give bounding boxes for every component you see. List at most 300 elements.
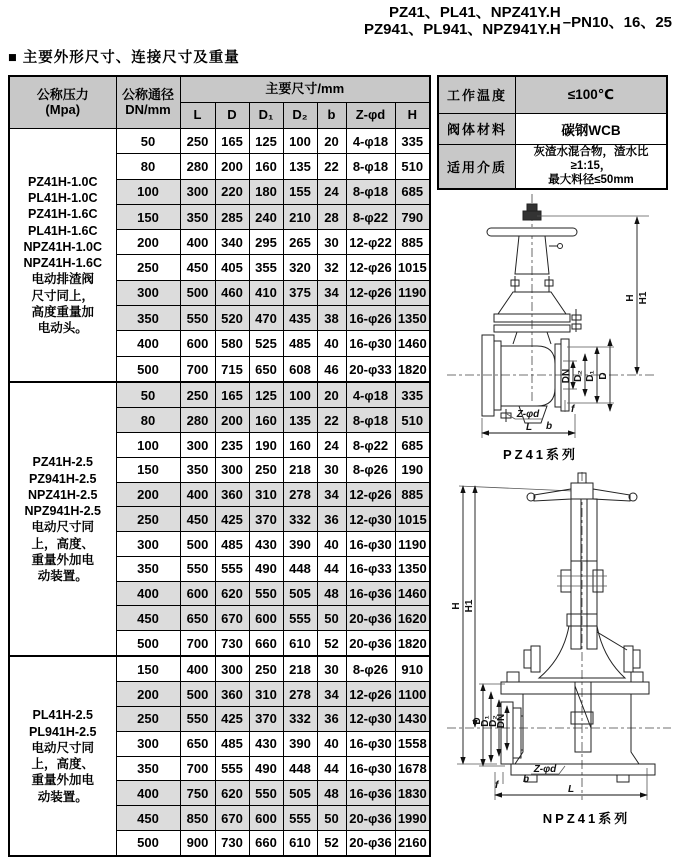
dim-cell: 1190 [395, 532, 430, 557]
dim-cell: 235 [215, 433, 249, 458]
dn-cell: 80 [116, 408, 180, 433]
dim-cell: 190 [395, 457, 430, 482]
dn-cell: 200 [116, 682, 180, 707]
dim-cell: 320 [283, 255, 317, 280]
dim-cell: 52 [317, 830, 346, 856]
dim-cell: 685 [395, 433, 430, 458]
dim-cell: 600 [249, 806, 283, 831]
dim-cell: 250 [180, 382, 215, 408]
dim-cell: 360 [215, 682, 249, 707]
dim-cell: 4-φ18 [346, 129, 395, 154]
dim-cell: 160 [249, 408, 283, 433]
dim-cell: 332 [283, 507, 317, 532]
dim-cell: 350 [180, 204, 215, 229]
dim-cell: 40 [317, 331, 346, 356]
diagram-caption: NPZ41系列 [542, 811, 631, 826]
dim-cell: 600 [180, 331, 215, 356]
zd-label: Z-φd [533, 764, 557, 775]
dim-cell: 510 [395, 154, 430, 179]
dim-cell: 650 [180, 731, 215, 756]
dim-cell: 300 [180, 433, 215, 458]
dim-cell: 46 [317, 356, 346, 382]
stem-coupling-right [593, 570, 603, 592]
d2-label: D₂ [573, 370, 584, 382]
dim-cell: 12-φ30 [346, 507, 395, 532]
dim-cell: 310 [249, 682, 283, 707]
dim-cell: 52 [317, 631, 346, 657]
dim-cell: 490 [249, 756, 283, 781]
dim-cell: 670 [215, 806, 249, 831]
dim-cell: 650 [180, 606, 215, 631]
dim-cell: 500 [180, 532, 215, 557]
side-flange-left-plate [524, 650, 531, 668]
dn-cell: 400 [116, 581, 180, 606]
pressure-header-line1: 公称压力 [36, 86, 89, 102]
plate-bolt-left [507, 672, 519, 682]
dim-cell: 430 [249, 731, 283, 756]
info-table [437, 75, 668, 190]
section-title: ■ 主要外形尺寸、连接尺寸及重量 [8, 50, 240, 66]
model-header [364, 4, 672, 39]
dn-header-line1: 公称通径 [121, 86, 174, 102]
col-header-D: D [215, 103, 249, 129]
dim-cell: 550 [249, 781, 283, 806]
stem-coupling-left [561, 570, 571, 592]
info-value-medium [516, 144, 668, 189]
dim-cell: 405 [215, 255, 249, 280]
dim-cell: 350 [180, 457, 215, 482]
dn-cell: 150 [116, 204, 180, 229]
table-row [438, 113, 667, 144]
dim-cell: 410 [249, 280, 283, 305]
col-header-b: b [317, 103, 346, 129]
dim-cell: 355 [249, 255, 283, 280]
valve-drawing-npz41 [437, 466, 676, 827]
dim-cell: 1558 [395, 731, 430, 756]
dn-cell: 150 [116, 457, 180, 482]
dn-header-line2: DN/mm [125, 101, 171, 117]
dim-cell: 135 [283, 154, 317, 179]
dim-cell: 16-φ26 [346, 306, 395, 331]
dim-cell: 200 [215, 154, 249, 179]
dn-cell: 400 [116, 331, 180, 356]
dim-cell: 12-φ26 [346, 255, 395, 280]
dim-cell: 910 [395, 656, 430, 682]
dim-cell: 218 [283, 656, 317, 682]
dim-cell: 375 [283, 280, 317, 305]
dim-cell: 450 [180, 507, 215, 532]
inlet-flange-plate [494, 341, 501, 410]
dim-cell: 555 [283, 806, 317, 831]
dn-cell: 350 [116, 556, 180, 581]
dn-cell: 300 [116, 280, 180, 305]
l-label: L [525, 422, 533, 433]
dim-cell: 750 [180, 781, 215, 806]
info-label-temperature: 工作温度 [438, 76, 516, 113]
handwheel-arm-right [593, 489, 630, 501]
brace-pipe [597, 632, 627, 650]
table-row [9, 656, 430, 682]
dn-cell: 400 [116, 781, 180, 806]
dn-cell: 100 [116, 179, 180, 204]
dim-cell: 555 [215, 556, 249, 581]
dim-cell: 250 [180, 129, 215, 154]
info-label-medium: 适用介质 [438, 144, 516, 189]
diagram-caption: PZ41系列 [502, 447, 579, 462]
side-flange-left [531, 646, 540, 672]
dim-cell: 34 [317, 682, 346, 707]
dim-cell: 600 [249, 606, 283, 631]
dim-cell: 44 [317, 756, 346, 781]
plate-bolt-right [631, 672, 643, 682]
dim-cell: 335 [395, 382, 430, 408]
dim-cell: 24 [317, 433, 346, 458]
base-plate [511, 764, 655, 775]
dim-cell: 265 [283, 230, 317, 255]
dn-cell: 350 [116, 306, 180, 331]
dim-cell: 425 [215, 707, 249, 732]
inlet-flange [482, 335, 494, 416]
dn-cell: 50 [116, 129, 180, 154]
dim-cell: 20 [317, 382, 346, 408]
dim-cell: 22 [317, 154, 346, 179]
dim-cell: 500 [180, 682, 215, 707]
dim-cell: 550 [180, 707, 215, 732]
dim-cell: 550 [249, 581, 283, 606]
stem-nut [527, 204, 537, 211]
dim-cell: 490 [249, 556, 283, 581]
dim-cell: 40 [317, 731, 346, 756]
dim-cell: 285 [215, 204, 249, 229]
dim-cell: 700 [180, 756, 215, 781]
table-row [438, 76, 667, 113]
dim-cell: 38 [317, 306, 346, 331]
model-line-1: PZ41、PL41、NPZ41Y.H [389, 4, 561, 21]
info-value-medium-line1: 灰渣水混合物，渣水比≥1:15， [533, 145, 649, 172]
dim-cell: 16-φ30 [346, 731, 395, 756]
dim-cell: 790 [395, 204, 430, 229]
pressure-group-label: PZ41H-1.0C PL41H-1.0C PZ41H-1.6C PL41H-1.6C NPZ41H-1.0C NPZ41H-1.6C 电动排渣阀 尺寸同上， 高度重量加 电动头。 [9, 129, 116, 383]
dim-cell: 180 [249, 179, 283, 204]
dim-cell: 1190 [395, 280, 430, 305]
dim-cell: 12-φ30 [346, 707, 395, 732]
info-value-body-material: 碳钢WCB [516, 113, 668, 144]
inlet-flange-plate [513, 708, 521, 758]
dim-cell: 550 [180, 306, 215, 331]
dim-cell: 32 [317, 255, 346, 280]
dim-cell: 1678 [395, 756, 430, 781]
dim-cell: 250 [249, 656, 283, 682]
dn-cell: 250 [116, 255, 180, 280]
dim-cell: 332 [283, 707, 317, 732]
dn-cell: 500 [116, 356, 180, 382]
dn-cell: 250 [116, 707, 180, 732]
model-line-2: PZ941、PL941、NPZ941Y.H [364, 21, 561, 39]
dim-cell: 30 [317, 457, 346, 482]
dim-cell: 280 [180, 408, 215, 433]
zd-leader [559, 766, 565, 774]
col-header-pressure [9, 76, 116, 129]
handwheel-hub [571, 483, 593, 499]
dim-cell: 40 [317, 532, 346, 557]
neck-right [547, 332, 551, 344]
dim-cell: 8-φ26 [346, 457, 395, 482]
dim-cell: 390 [283, 731, 317, 756]
dim-cell: 8-φ26 [346, 656, 395, 682]
dim-cell: 550 [180, 556, 215, 581]
dim-cell: 300 [215, 457, 249, 482]
dim-cell: 620 [215, 581, 249, 606]
dn-cell: 500 [116, 830, 180, 856]
dimension-table [8, 75, 431, 857]
dim-cell: 485 [215, 532, 249, 557]
dim-cell: 700 [180, 356, 215, 382]
dim-cell: 660 [249, 830, 283, 856]
dim-cell: 8-φ18 [346, 179, 395, 204]
info-value-temperature: ≤100℃ [516, 76, 668, 113]
dim-cell: 400 [180, 230, 215, 255]
dim-cell: 608 [283, 356, 317, 382]
dim-cell: 16-φ33 [346, 556, 395, 581]
dim-cell: 435 [283, 306, 317, 331]
dim-cell: 8-φ22 [346, 433, 395, 458]
dn-cell: 100 [116, 433, 180, 458]
f-label: f [571, 404, 575, 415]
dim-cell: 360 [215, 482, 249, 507]
h1-label: H1 [638, 291, 649, 305]
dim-cell: 12-φ22 [346, 230, 395, 255]
dim-cell: 610 [283, 631, 317, 657]
info-label-body-material: 阀体材料 [438, 113, 516, 144]
dim-cell: 2160 [395, 830, 430, 856]
dn-cell: 250 [116, 507, 180, 532]
dim-cell: 22 [317, 408, 346, 433]
table-row [9, 129, 430, 154]
dim-cell: 900 [180, 830, 215, 856]
dim-cell: 295 [249, 230, 283, 255]
d1-label: D₁ [585, 370, 596, 382]
valve-body [501, 346, 555, 406]
handwheel-hub [523, 211, 541, 220]
col-header-dn [116, 76, 180, 129]
dim-cell: 610 [283, 830, 317, 856]
dn-cell: 450 [116, 606, 180, 631]
dim-cell: 4-φ18 [346, 382, 395, 408]
dn-cell: 300 [116, 731, 180, 756]
dim-cell: 425 [215, 507, 249, 532]
dn-cell: 500 [116, 631, 180, 657]
dim-cell: 885 [395, 230, 430, 255]
dim-cell: 1830 [395, 781, 430, 806]
dim-cell: 36 [317, 707, 346, 732]
dn-cell: 150 [116, 656, 180, 682]
dim-cell: 885 [395, 482, 430, 507]
pz41-drawing [437, 186, 676, 442]
side-flange-right [624, 646, 633, 672]
d1-label: D₁ [480, 715, 491, 727]
dim-cell: 400 [180, 656, 215, 682]
dim-cell: 50 [317, 806, 346, 831]
dim-cell: 1620 [395, 606, 430, 631]
dim-cell: 300 [215, 656, 249, 682]
model-lines [364, 4, 561, 39]
dn-cell: 80 [116, 154, 180, 179]
dim-cell: 500 [180, 280, 215, 305]
dim-cell: 20-φ36 [346, 806, 395, 831]
dim-cell: 370 [249, 507, 283, 532]
dim-cell: 20 [317, 129, 346, 154]
dn-cell: 200 [116, 230, 180, 255]
pressure-header-line2: (Mpa) [45, 101, 81, 117]
dim-cell: 505 [283, 581, 317, 606]
dim-cell: 135 [283, 408, 317, 433]
dim-cell: 555 [215, 756, 249, 781]
h-label: H [625, 294, 636, 302]
l-label: L [567, 784, 575, 795]
col-header-D2: D₂ [283, 103, 317, 129]
col-header-main-dims: 主要尺寸/mm [180, 76, 430, 103]
col-header-Zd: Z-φd [346, 103, 395, 129]
dim-cell: 218 [283, 457, 317, 482]
pressure-group-label: PZ41H-2.5 PZ941H-2.5 NPZ41H-2.5 NPZ941H-2.5 电动尺寸同 上，高度、 重量外加电 动装置。 [9, 382, 116, 656]
dim-cell: 36 [317, 507, 346, 532]
info-value-medium-line2: 最大料径≤50mm [548, 174, 634, 187]
dn-cell: 300 [116, 532, 180, 557]
dim-cell: 125 [249, 129, 283, 154]
dim-cell: 44 [317, 556, 346, 581]
dim-cell: 300 [180, 179, 215, 204]
valve-drawing-pz41 [437, 186, 676, 463]
dim-cell: 16-φ30 [346, 756, 395, 781]
dim-cell: 700 [180, 631, 215, 657]
dim-cell: 448 [283, 756, 317, 781]
dim-cell: 1430 [395, 707, 430, 732]
dn-cell: 200 [116, 482, 180, 507]
dim-cell: 12-φ26 [346, 280, 395, 305]
dim-cell: 160 [283, 433, 317, 458]
dim-cell: 24 [317, 179, 346, 204]
dim-cell: 200 [215, 408, 249, 433]
dim-cell: 100 [283, 129, 317, 154]
dim-cell: 48 [317, 781, 346, 806]
dn-cell: 450 [116, 806, 180, 831]
col-header-H: H [395, 103, 430, 129]
dim-cell: 50 [317, 606, 346, 631]
dim-cell: 730 [215, 631, 249, 657]
dim-cell: 190 [249, 433, 283, 458]
dim-cell: 1820 [395, 631, 430, 657]
dim-cell: 220 [215, 179, 249, 204]
yoke-bolt-head [558, 244, 563, 249]
dim-cell: 48 [317, 581, 346, 606]
d2-label: D₂ [488, 715, 499, 727]
dim-cell: 20-φ36 [346, 631, 395, 657]
extension-line [459, 486, 573, 491]
dim-cell: 1460 [395, 581, 430, 606]
dim-cell: 12-φ26 [346, 482, 395, 507]
dim-cell: 685 [395, 179, 430, 204]
dn-cell: 50 [116, 382, 180, 408]
valve-body [515, 694, 639, 764]
dim-cell: 400 [180, 482, 215, 507]
dim-cell: 20-φ36 [346, 830, 395, 856]
dim-cell: 470 [249, 306, 283, 331]
dim-cell: 30 [317, 656, 346, 682]
b-label: b [523, 774, 530, 785]
dimension-table-body [9, 129, 430, 857]
h1-label: H1 [464, 599, 475, 613]
dim-cell: 30 [317, 230, 346, 255]
d-label: D [598, 372, 609, 380]
dim-cell: 555 [283, 606, 317, 631]
dim-cell: 525 [249, 331, 283, 356]
table-row [438, 144, 667, 189]
dim-cell: 505 [283, 781, 317, 806]
dim-cell: 12-φ26 [346, 682, 395, 707]
dim-cell: 16-φ30 [346, 532, 395, 557]
dim-cell: 430 [249, 532, 283, 557]
dim-cell: 34 [317, 482, 346, 507]
dim-cell: 650 [249, 356, 283, 382]
dim-cell: 8-φ18 [346, 154, 395, 179]
dim-cell: 1015 [395, 507, 430, 532]
pressure-group-label: PL41H-2.5 PL941H-2.5 电动尺寸同 上，高度、 重量外加电 动装置。 [9, 656, 116, 856]
dim-cell: 510 [395, 408, 430, 433]
dim-cell: 278 [283, 482, 317, 507]
dim-cell: 100 [283, 382, 317, 408]
dim-cell: 160 [249, 154, 283, 179]
dim-cell: 1990 [395, 806, 430, 831]
handwheel-icon [487, 228, 577, 236]
dim-cell: 1350 [395, 306, 430, 331]
d-label: D [472, 717, 483, 725]
dn-label: DN [496, 713, 507, 729]
zd-label: Z-φd [516, 409, 540, 420]
pn-rating: –PN10、16、25 [562, 13, 672, 31]
dim-cell: 210 [283, 204, 317, 229]
dim-cell: 485 [283, 331, 317, 356]
dim-cell: 1820 [395, 356, 430, 382]
dim-cell: 390 [283, 532, 317, 557]
dim-cell: 278 [283, 682, 317, 707]
h-label: H [451, 602, 462, 610]
dim-cell: 485 [215, 731, 249, 756]
dim-cell: 1460 [395, 331, 430, 356]
dim-cell: 715 [215, 356, 249, 382]
dim-cell: 1100 [395, 682, 430, 707]
dim-cell: 8-φ22 [346, 204, 395, 229]
dim-cell: 280 [180, 154, 215, 179]
dim-cell: 1350 [395, 556, 430, 581]
dim-cell: 448 [283, 556, 317, 581]
col-header-L: L [180, 103, 215, 129]
dim-cell: 125 [249, 382, 283, 408]
dn-cell: 350 [116, 756, 180, 781]
dim-cell: 8-φ18 [346, 408, 395, 433]
dim-cell: 1015 [395, 255, 430, 280]
dim-cell: 460 [215, 280, 249, 305]
dim-cell: 155 [283, 179, 317, 204]
dim-cell: 670 [215, 606, 249, 631]
gate-diagonal [575, 686, 591, 728]
dim-cell: 340 [215, 230, 249, 255]
table-row [9, 382, 430, 408]
dim-cell: 16-φ36 [346, 581, 395, 606]
dim-cell: 850 [180, 806, 215, 831]
dn-label: DN [561, 368, 572, 384]
dim-cell: 620 [215, 781, 249, 806]
dim-cell: 335 [395, 129, 430, 154]
